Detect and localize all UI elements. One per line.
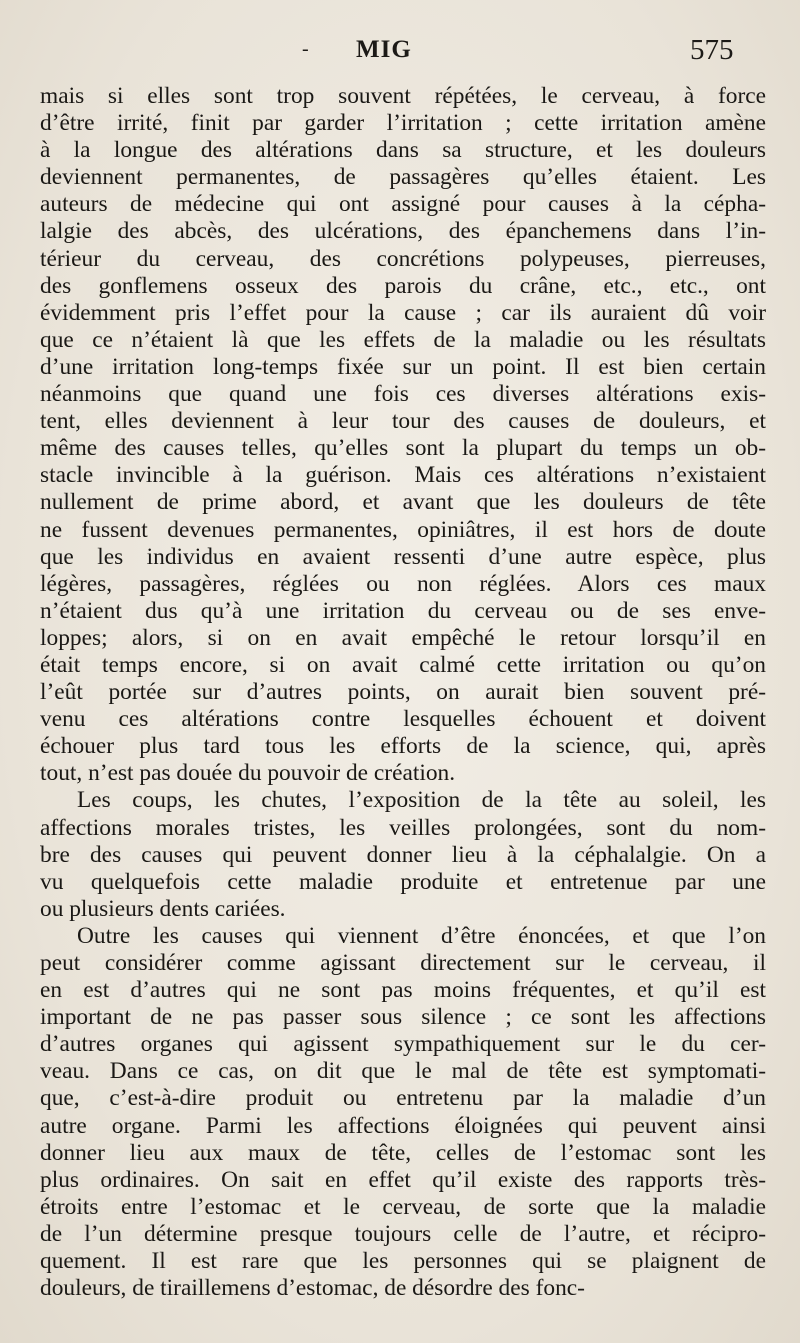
text-line: étroits entre l’estomac et le cerveau, de sorte que la maladie — [40, 1193, 766, 1220]
text-line: tent, elles deviennent à leur tour des causes de douleurs, et — [40, 408, 766, 435]
text-line: donner lieu aux maux de tête, celles de l’estomac sont les — [40, 1139, 766, 1166]
paragraph — [40, 923, 766, 1302]
text-line: néanmoins que quand une fois ces diverses altérations exis- — [40, 381, 766, 408]
text-line: en est d’autres qui ne sont pas moins fréquentes, et qu’il est — [40, 977, 766, 1004]
text-line: veau. Dans ce cas, on dit que le mal de tête est symptomati- — [40, 1058, 766, 1085]
text-line: loppes; alors, si on en avait empêché le retour lorsqu’il en — [40, 624, 766, 651]
text-line: évidemment pris l’effet pour la cause ; car ils auraient dû voir — [40, 299, 766, 326]
text-line: plus ordinaires. On sait en effet qu’il existe des rapports très- — [40, 1166, 766, 1193]
text-line: ou plusieurs dents cariées. — [40, 895, 286, 922]
text-line: n’étaient dus qu’à une irritation du cerveau ou de ses enve- — [40, 597, 766, 624]
text-line: échouer plus tard tous les efforts de la science, qui, après — [40, 733, 766, 760]
text-line: deviennent permanentes, de passagères qu’elles étaient. Les — [40, 164, 766, 191]
text-line: Outre les causes qui viennent d’être énoncées, et que l’on — [77, 922, 766, 949]
text-line: l’eût portée sur d’autres points, on aurait bien souvent pré- — [40, 679, 766, 706]
text-line: bre des causes qui peuvent donner lieu à la céphalalgie. On a — [40, 841, 766, 868]
text-line: légères, passagères, réglées ou non réglées. Alors ces maux — [40, 570, 766, 597]
text-line: important de ne pas passer sous silence ; ce sont les affections — [40, 1004, 766, 1031]
text-line: d’autres organes qui agissent sympathiquement sur le du cer- — [40, 1031, 766, 1058]
text-line: d’être irrité, finit par garder l’irritation ; cette irritation amène — [40, 110, 766, 137]
running-title: MIG — [356, 36, 412, 63]
text-line: affections morales tristes, les veilles prolongées, sont du nom- — [40, 814, 766, 841]
text-line: des gonflemens osseux des parois du crâne, etc., etc., ont — [40, 272, 766, 299]
text-line: quement. Il est rare que les personnes qui se plaignent de — [40, 1248, 766, 1275]
text-line: même des causes telles, qu’elles sont la plupart du temps un ob- — [40, 435, 766, 462]
text-line: Les coups, les chutes, l’exposition de la tête au soleil, les — [77, 787, 766, 814]
paragraph — [40, 83, 766, 787]
text-line: térieur du cerveau, des concrétions polypeuses, pierreuses, — [40, 245, 766, 272]
text-line: auteurs de médecine qui ont assigné pour causes à la cépha- — [40, 191, 766, 218]
page-number: 575 — [690, 34, 734, 66]
text-line: lalgie des abcès, des ulcérations, des épanchemens dans l’in- — [40, 218, 766, 245]
text-line: ne fussent devenues permanentes, opiniâtres, il est hors de doute — [40, 516, 766, 543]
text-line: autre organe. Parmi les affections éloignées qui peuvent ainsi — [40, 1112, 766, 1139]
text-line: de l’un détermine presque toujours celle de l’autre, et récipro- — [40, 1220, 766, 1247]
text-line: peut considérer comme agissant directement sur le cerveau, il — [40, 950, 766, 976]
text-line: vu quelquefois cette maladie produite et entretenue par une — [40, 868, 766, 895]
text-line: que, c’est-à-dire produit ou entretenu par la maladie d’un — [40, 1085, 766, 1112]
text-line: stacle invincible à la guérison. Mais ces altérations n’existaient — [40, 462, 766, 489]
running-head — [0, 34, 800, 74]
text-line: mais si elles sont trop souvent répétées, le cerveau, à force — [40, 83, 766, 109]
header-dash: - — [302, 38, 309, 60]
text-line: d’une irritation long-temps fixée sur un point. Il est bien certain — [40, 353, 766, 380]
text-line: nullement de prime abord, et avant que les douleurs de tête — [40, 489, 766, 516]
text-line: venu ces altérations contre lesquelles échouent et doivent — [40, 706, 766, 733]
text-line: douleurs, de tiraillemens d’estomac, de désordre des fonc- — [40, 1275, 585, 1302]
body-text — [40, 83, 766, 1302]
text-line: était temps encore, si on avait calmé cette irritation ou qu’on — [40, 651, 766, 678]
text-line: que ce n’étaient là que les effets de la maladie ou les résultats — [40, 326, 766, 353]
text-line: à la longue des altérations dans sa structure, et les douleurs — [40, 137, 766, 164]
text-line: que les individus en avaient ressenti d’une autre espèce, plus — [40, 543, 766, 570]
paragraph — [40, 787, 766, 922]
text-line: tout, n’est pas douée du pouvoir de création. — [40, 760, 456, 787]
